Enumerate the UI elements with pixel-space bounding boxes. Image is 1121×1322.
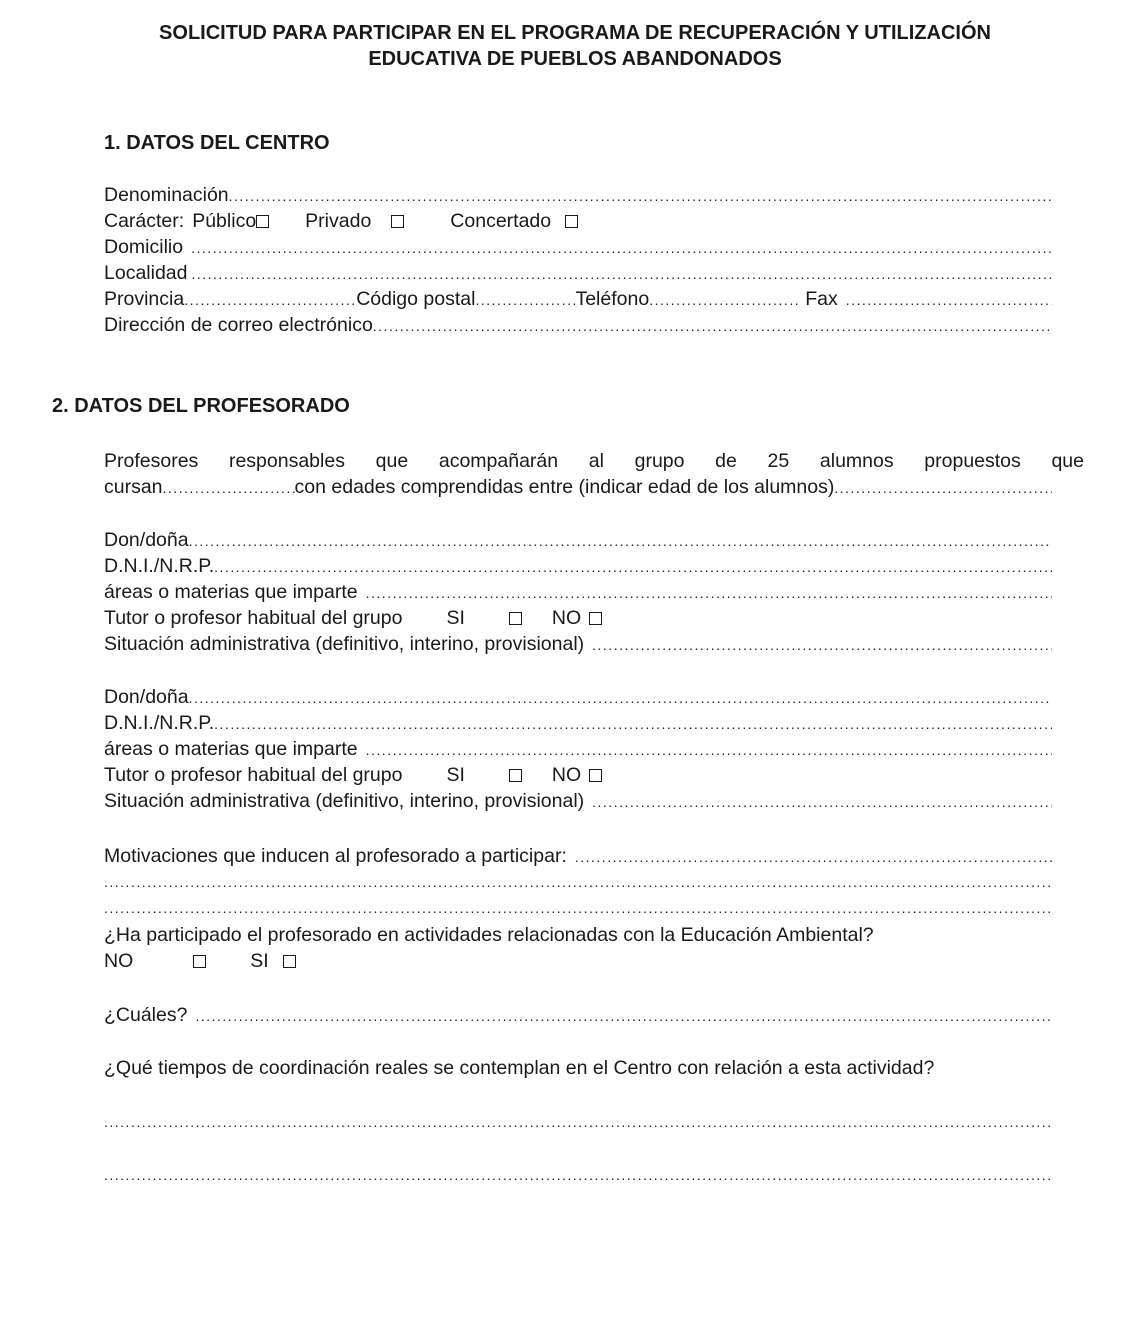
tiempos-answer-line-1[interactable]	[104, 1109, 1052, 1135]
teacher-2-si-label: SI	[446, 764, 465, 786]
ha-participado-question	[104, 922, 1084, 948]
intro-line-1: Profesores responsables que acompañarán al grupo de 25 alumnos propuestos que	[104, 450, 1084, 472]
telefono-label: Teléfono	[575, 288, 650, 310]
tiempos-fill-line-1[interactable]	[104, 1109, 1052, 1135]
teacher-2-no-label: NO	[551, 764, 582, 786]
provincia-label: Provincia	[104, 288, 185, 310]
cursan-label: cursan	[104, 476, 163, 498]
caracter-label: Carácter:	[104, 210, 185, 232]
motivaciones-continuation-2[interactable]	[104, 895, 1052, 921]
fax-fill-line[interactable]	[846, 287, 1052, 312]
provincia-row	[104, 286, 1052, 312]
privado-label: Privado	[305, 210, 372, 232]
teacher-1-si-label: SI	[446, 607, 465, 629]
ha-participado-si-checkbox[interactable]	[283, 955, 296, 968]
tiempos-fill-line-2[interactable]	[104, 1162, 1052, 1188]
edades-label: con edades comprendidas entre (indicar edad de los alumnos)	[294, 476, 835, 498]
teacher-2-dni-fill-line[interactable]	[214, 711, 1052, 736]
teacher-2-situacion-fill-line[interactable]	[592, 789, 1052, 814]
denominacion-fill-line[interactable]	[229, 183, 1052, 208]
edades-fill-line[interactable]	[834, 475, 1052, 500]
teacher-1-areas-fill-line[interactable]	[366, 580, 1052, 605]
document-title-line-1: SOLICITUD PARA PARTICIPAR EN EL PROGRAMA DE RECUPERACIÓN Y UTILIZACIÓN	[159, 22, 991, 44]
teacher-1-no-checkbox[interactable]	[589, 612, 602, 625]
document-title	[60, 20, 1090, 72]
cuales-label: ¿Cuáles?	[104, 1004, 188, 1026]
teacher-2-areas-label: áreas o materias que imparte	[104, 738, 358, 760]
codigo-postal-fill-line[interactable]	[475, 287, 575, 312]
teacher-1-si-checkbox[interactable]	[509, 612, 522, 625]
publico-checkbox[interactable]	[256, 215, 269, 228]
teacher-2-areas-fill-line[interactable]	[366, 737, 1052, 762]
motivaciones-field[interactable]	[104, 843, 1052, 869]
ha-participado-no-checkbox[interactable]	[193, 955, 206, 968]
concertado-checkbox[interactable]	[565, 215, 578, 228]
teacher-2-name-label: Don/doña	[104, 686, 189, 708]
ha-participado-options	[104, 948, 1052, 974]
teacher-2-tutor-row	[104, 762, 1052, 788]
teacher-2-dni-field[interactable]	[104, 710, 1052, 736]
email-label: Dirección de correo electrónico	[104, 314, 373, 336]
teacher-1-dni-label: D.N.I./N.R.P.	[104, 555, 215, 577]
publico-label: Público	[192, 210, 257, 232]
privado-checkbox[interactable]	[391, 215, 404, 228]
ha-participado-si-label: SI	[250, 950, 269, 972]
motivaciones-fill-line-2[interactable]	[104, 869, 1052, 895]
motivaciones-label: Motivaciones que inducen al profesorado a participar:	[104, 845, 567, 867]
localidad-field[interactable]	[104, 260, 1052, 286]
teacher-1-dni-field[interactable]	[104, 553, 1052, 579]
teacher-2-areas-field[interactable]	[104, 736, 1052, 762]
codigo-postal-label: Código postal	[356, 288, 476, 310]
teacher-1-areas-field[interactable]	[104, 579, 1052, 605]
caracter-row	[104, 208, 1052, 234]
teacher-1-name-fill-line[interactable]	[189, 528, 1052, 553]
tiempos-label: ¿Qué tiempos de coordinación reales se contemplan en el Centro con relación a esta actividad?	[104, 1057, 935, 1079]
section-2-heading: 2. DATOS DEL PROFESORADO	[52, 395, 350, 417]
teacher-1-name-label: Don/doña	[104, 529, 189, 551]
motivaciones-fill-line-3[interactable]	[104, 895, 1052, 921]
email-fill-line[interactable]	[373, 313, 1052, 338]
teacher-2-si-checkbox[interactable]	[509, 769, 522, 782]
cursan-row	[104, 474, 1052, 500]
localidad-label: Localidad	[104, 262, 188, 284]
tiempos-question	[104, 1055, 1084, 1081]
teacher-2-name-field[interactable]	[104, 684, 1052, 710]
teacher-2-tutor-label: Tutor o profesor habitual del grupo	[104, 764, 403, 786]
cuales-fill-line[interactable]	[195, 1003, 1052, 1028]
teacher-1-areas-label: áreas o materias que imparte	[104, 581, 358, 603]
teacher-1-situacion-fill-line[interactable]	[592, 632, 1052, 657]
localidad-fill-line[interactable]	[191, 261, 1052, 286]
cursan-fill-line[interactable]	[163, 475, 295, 500]
teacher-1-situacion-field[interactable]	[104, 631, 1052, 657]
concertado-label: Concertado	[450, 210, 552, 232]
email-field[interactable]	[104, 312, 1052, 338]
domicilio-fill-line[interactable]	[191, 235, 1052, 260]
teacher-1-tutor-label: Tutor o profesor habitual del grupo	[104, 607, 403, 629]
telefono-fill-line[interactable]	[649, 287, 799, 312]
teacher-1-situacion-label: Situación administrativa (definitivo, interino, provisional)	[104, 633, 585, 655]
teacher-2-dni-label: D.N.I./N.R.P.	[104, 712, 215, 734]
teacher-2-situacion-label: Situación administrativa (definitivo, interino, provisional)	[104, 790, 585, 812]
teacher-1-tutor-row	[104, 605, 1052, 631]
motivaciones-fill-line-1[interactable]	[575, 844, 1052, 869]
tiempos-answer-line-2[interactable]	[104, 1162, 1052, 1188]
domicilio-field[interactable]	[104, 234, 1052, 260]
teacher-2-no-checkbox[interactable]	[589, 769, 602, 782]
teacher-1-no-label: NO	[551, 607, 582, 629]
teacher-2-name-fill-line[interactable]	[189, 685, 1052, 710]
teacher-1-dni-fill-line[interactable]	[214, 554, 1052, 579]
motivaciones-continuation-1[interactable]	[104, 869, 1052, 895]
provincia-fill-line[interactable]	[184, 287, 356, 312]
denominacion-field[interactable]	[104, 182, 1052, 208]
cuales-field[interactable]	[104, 1002, 1052, 1028]
denominacion-label: Denominación	[104, 184, 229, 206]
section-1-heading: 1. DATOS DEL CENTRO	[104, 132, 330, 154]
teacher-2-situacion-field[interactable]	[104, 788, 1052, 814]
ha-participado-label: ¿Ha participado el profesorado en actividades relacionadas con la Educación Ambiental?	[104, 924, 874, 946]
fax-label: Fax	[805, 288, 838, 310]
document-title-line-2: EDUCATIVA DE PUEBLOS ABANDONADOS	[368, 48, 782, 70]
domicilio-label: Domicilio	[104, 236, 184, 258]
ha-participado-no-label: NO	[104, 950, 134, 972]
teacher-1-name-field[interactable]	[104, 527, 1052, 553]
